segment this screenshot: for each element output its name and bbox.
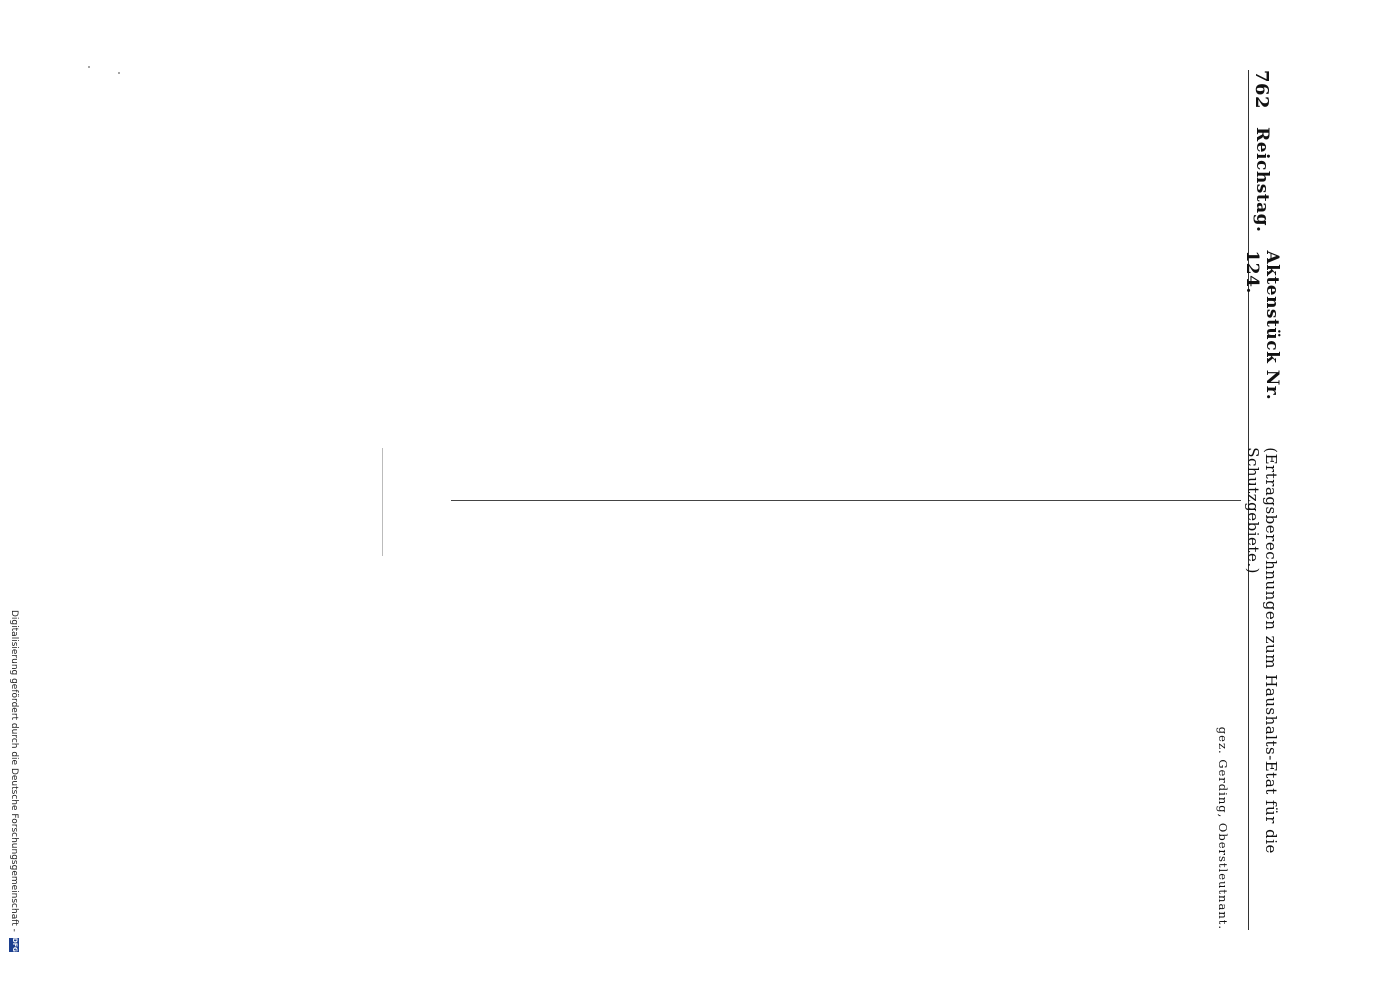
header-title-main: Aktenstück Nr. 124.	[1242, 250, 1282, 401]
digitization-footer	[6, 610, 22, 990]
scan-mark	[382, 448, 383, 556]
header-title-right: (Ertragsberechnungen zum Haushalts-Etat für die Schutzgebiete.)	[1244, 447, 1280, 854]
header-title-left: Reichstag.	[1252, 127, 1272, 233]
signature: gez. Gerding, Oberstleutnant.	[1216, 726, 1230, 930]
scan-dust	[88, 66, 90, 68]
text-columns	[451, 70, 1241, 930]
document-page	[445, 70, 1282, 930]
page-header	[1242, 70, 1282, 930]
column-divider	[451, 500, 1241, 501]
dfg-logo-icon: DFG	[11, 937, 18, 952]
right-column	[451, 521, 1241, 931]
footer-text: Digitalisierung gefördert durch die Deutsche Forschungsgemeinschaft -	[9, 610, 19, 932]
page-number: 762	[1251, 70, 1273, 110]
scan-dust	[118, 72, 120, 74]
left-column	[451, 70, 1241, 480]
